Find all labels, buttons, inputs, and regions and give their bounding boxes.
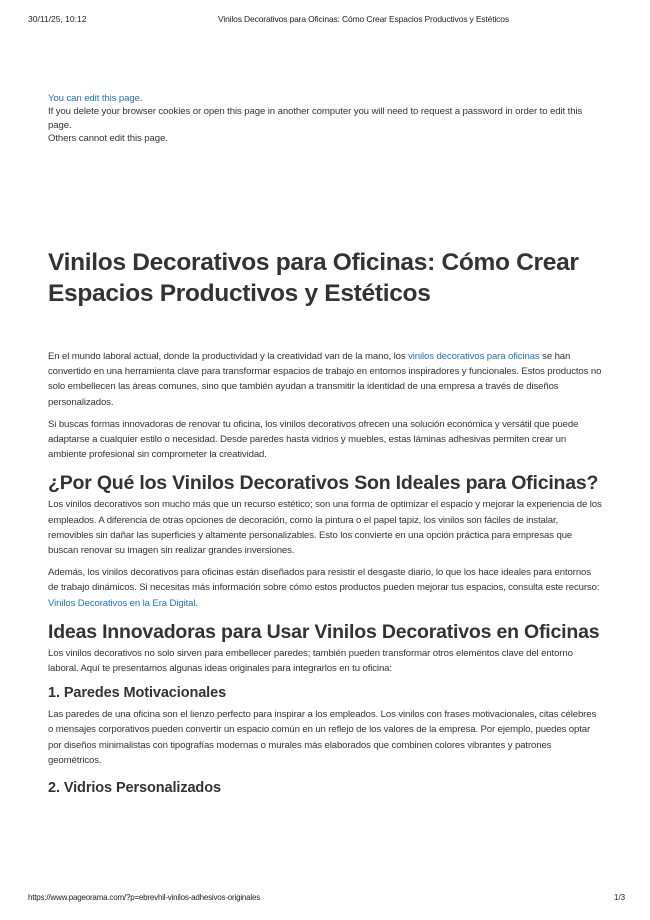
- section-heading-innovative-ideas: Ideas Innovadoras para Usar Vinilos Decorativos en Oficinas: [48, 620, 600, 643]
- section1-p2-text-before: Además, los vinilos decorativos para oficinas están diseñados para resistir el desgaste diario, lo que los hace ideales para entornos de trabajo dinámicos. Si necesitas más información sobre cómo estos productos pueden mejorar tus espacios, consulta este recurso:: [48, 567, 600, 594]
- section2-paragraph-1: Los vinilos decorativos no solo sirven para embellecer paredes; también pueden transformar otros elementos clave del entorno laboral. Aquí te presentamos algunas ideas originales para integrarlos en tu oficina:: [48, 647, 573, 675]
- edit-notice: [48, 92, 603, 145]
- section1-paragraph-1: Los vinilos decorativos son mucho más que un recurso estético; son una forma de optimizar el espacio y mejorar la experiencia de los empleados. A diferencia de otras opciones de decoración, como la pintura o el papel tapiz, los vinilos son fáciles de instalar, removibles sin dañar las superficies y altamente personalizables. Esto los convierte en una opción práctica para empresas que buscan renovar su imagen sin realizar grandes inversiones.: [48, 499, 602, 557]
- intro-paragraph-1: [48, 349, 603, 410]
- vinilos-oficinas-link[interactable]: vinilos decorativos para oficinas: [408, 351, 540, 362]
- print-document-title: Vinilos Decorativos para Oficinas: Cómo Crear Espacios Productivos y Estéticos: [218, 14, 509, 24]
- edit-page-link[interactable]: You can edit this page: [48, 93, 140, 104]
- era-digital-link[interactable]: Vinilos Decorativos en la Era Digital: [48, 597, 196, 609]
- intro-paragraph-2: Si buscas formas innovadoras de renovar tu oficina, los vinilos decorativos ofrecen una solución económica y versátil que puede adaptarse a cualquier estilo o necesidad. Desde paredes hasta vidrios y muebles, estas láminas adhesivas permiten crear un ambiente profesional sin comprometer la creatividad.: [48, 418, 579, 461]
- intro-p1-text-before: En el mundo laboral actual, donde la productividad y la creatividad van de la mano, los: [48, 351, 409, 362]
- page-content: [48, 92, 603, 797]
- page-title: Vinilos Decorativos para Oficinas: Cómo Crear Espacios Productivos y Estéticos: [48, 249, 579, 307]
- edit-link-suffix: .: [139, 93, 143, 104]
- intro-p1-text-after: se han convertido en una herramienta clave para transformar espacios de trabajo en entornos inspiradores y funcionales. Estos productos no solo embellecen las áreas comunes, sino que también ayudan a transmitir la identidad de una empresa a través de diseños personalizados.: [48, 351, 602, 408]
- print-datetime: 30/11/25, 10:12: [28, 14, 87, 24]
- article-body: [48, 349, 603, 802]
- section-heading-why-ideal: ¿Por Qué los Vinilos Decorativos Son Ideales para Oficinas?: [48, 472, 599, 495]
- motivational-walls-paragraph: Las paredes de una oficina son el lienzo perfecto para inspirar a los empleados. Los vinilos con frases motivacionales, citas célebres o mensajes corporativos pueden convertir un espacio común en un reflejo de los valores de la empresa. Por ejemplo, puedes optar por diseños minimalistas con tipografías modernas o murales más elaborados que combinen colores vibrantes y patrones geométricos.: [48, 709, 597, 766]
- print-url: https://www.pageorama.com/?p=ebrevhil-vinilos-adhesivos-originales: [28, 893, 261, 902]
- section1-p2-text-after: .: [195, 597, 198, 609]
- print-footer: [0, 893, 650, 907]
- subheading-motivational-walls: 1. Paredes Motivacionales: [48, 685, 227, 702]
- print-header: [0, 14, 650, 28]
- subheading-custom-glass: 2. Vidrios Personalizados: [48, 780, 221, 797]
- section1-paragraph-2: [48, 565, 603, 611]
- page-number: 1/3: [614, 893, 626, 902]
- edit-notice-link-line: [48, 92, 603, 105]
- edit-notice-cookie-warning: If you delete your browser cookies or open this page in another computer you will need to request a password in order to edit this page.: [48, 106, 583, 131]
- edit-notice-others: Others cannot edit this page.: [48, 132, 168, 144]
